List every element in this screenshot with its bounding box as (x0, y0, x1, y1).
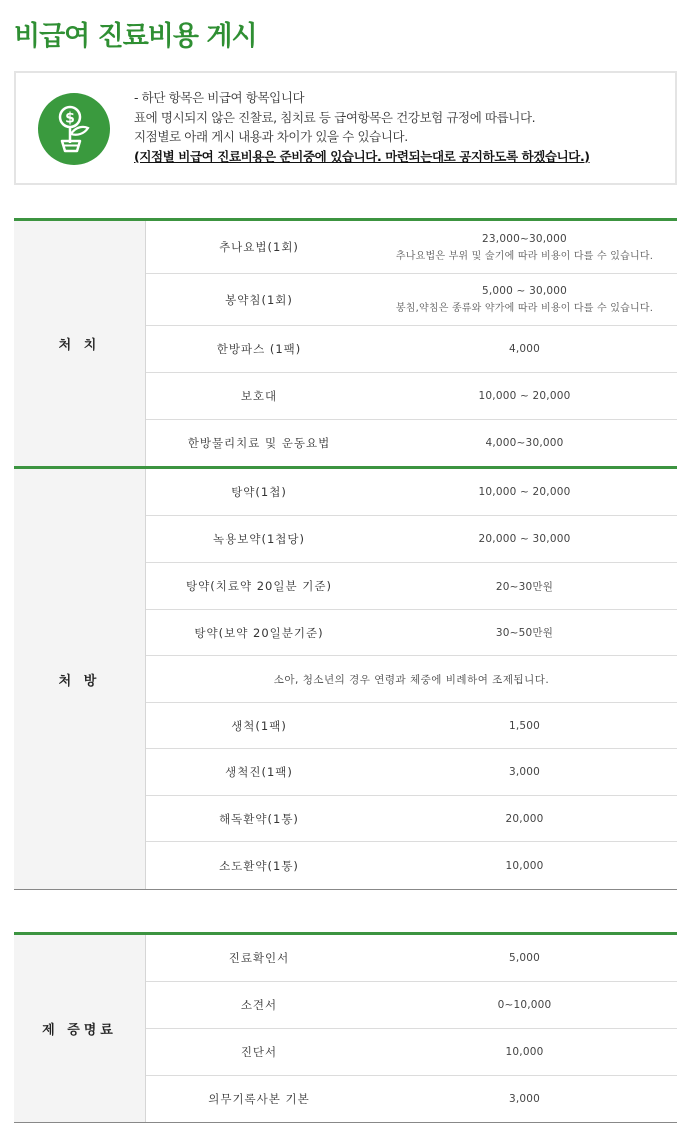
item-name: 의무기록사본 기본 (208, 1092, 310, 1106)
item-price: 20,000 (505, 812, 544, 825)
item-name: 소도환약(1통) (219, 858, 299, 873)
item-price: 30~50만원 (495, 627, 554, 639)
item-price: 0~10,000 (497, 999, 552, 1011)
item-price: 3,000 (508, 1093, 541, 1105)
table-row (146, 842, 677, 889)
notice-line: - 하단 항목은 비급여 항목입니다 (134, 90, 305, 105)
fee-table-treatment (14, 218, 677, 890)
table-row (146, 749, 677, 796)
item-price: 5,000 ~ 30,000 봉침,약침은 종류와 약가에 따라 비용이 다를 수 있습니다. (372, 285, 677, 314)
fee-table-certificates (14, 932, 677, 1123)
table-row (146, 935, 677, 982)
item-name: 진단서 (240, 1045, 278, 1059)
table-row (146, 516, 677, 563)
notice-line: 표에 명시되지 않은 진찰료, 침치료 등 급여항목은 건강보험 규정에 따릅니다. (134, 109, 536, 125)
page-title: 비급여 진료비용 게시 (14, 21, 257, 52)
item-price: 10,000 ~ 20,000 (478, 486, 571, 498)
table-row (146, 703, 677, 749)
item-name: 탕약(보약 20일분기준) (194, 625, 324, 640)
item-price: 4,000 (508, 343, 541, 355)
item-price: 20,000 ~ 30,000 (478, 533, 571, 545)
item-name: 한방물리치료 및 운동요법 (187, 436, 331, 450)
section-treatment (14, 221, 677, 466)
dosage-note: 소아, 청소년의 경우 연령과 체중에 비례하여 조제됩니다. (273, 673, 550, 686)
item-name: 소견서 (240, 998, 278, 1012)
table-row (146, 563, 677, 610)
item-price: 23,000~30,000 추나요법은 부위 및 술기에 따라 비용이 다를 수 있습니다. (372, 233, 677, 262)
item-name: 탕약(1첩) (231, 485, 287, 499)
item-name: 생척(1팩) (231, 718, 287, 733)
category-label: 처 방 (14, 469, 146, 889)
item-price: 5,000 (508, 952, 541, 964)
notice-line: 지점별로 아래 게시 내용과 차이가 있을 수 있습니다. (134, 129, 408, 144)
item-name: 해독환약(1통) (219, 811, 299, 826)
item-price: 1,500 (508, 719, 541, 732)
item-name: 녹용보약(1첩당) (213, 532, 305, 546)
category-label: 제 증명료 (14, 935, 146, 1122)
money-plant-icon (38, 93, 110, 165)
item-name: 한방파스 (1팩) (216, 342, 302, 356)
item-name: 진료확인서 (228, 951, 290, 965)
table-row (146, 610, 677, 656)
notice-box (14, 71, 677, 185)
section-prescription (14, 466, 677, 889)
item-note: 추나요법은 부위 및 술기에 따라 비용이 다를 수 있습니다. (395, 250, 654, 262)
section-certificates (14, 935, 677, 1122)
notice-line-emphasis: (지점별 비급여 진료비용은 준비중에 있습니다. 마련되는대로 공지하도록 하겠습니다.) (134, 148, 590, 164)
table-row (146, 274, 677, 326)
table-row (146, 420, 677, 466)
item-price: 20~30만원 (495, 580, 554, 593)
table-row (146, 796, 677, 842)
item-name: 생척진(1팩) (225, 765, 293, 779)
table-row (146, 982, 677, 1029)
item-name: 보호대 (240, 389, 278, 403)
table-row (146, 326, 677, 373)
category-label: 처 치 (14, 221, 146, 466)
item-price: 3,000 (508, 766, 541, 778)
item-name: 봉약침(1회) (225, 292, 293, 307)
table-row (146, 469, 677, 516)
svg-text:$: $ (65, 110, 75, 127)
item-price: 4,000~30,000 (485, 437, 564, 449)
item-name: 탕약(치료약 20일분 기준) (186, 579, 332, 593)
item-name: 추나요법(1회) (219, 240, 299, 254)
item-price: 10,000 (505, 859, 544, 872)
table-row (146, 656, 677, 703)
table-row (146, 221, 677, 274)
item-price: 10,000 ~ 20,000 (478, 390, 571, 402)
table-row (146, 373, 677, 420)
item-note: 봉침,약침은 종류와 약가에 따라 비용이 다를 수 있습니다. (395, 303, 654, 314)
item-price: 10,000 (505, 1046, 544, 1058)
table-row (146, 1029, 677, 1076)
table-row (146, 1076, 677, 1122)
